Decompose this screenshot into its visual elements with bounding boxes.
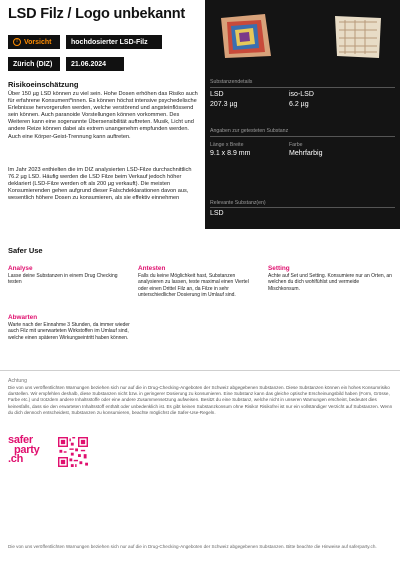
warning-label: Vorsicht	[24, 38, 52, 46]
safer-use-heading: Safer Use	[8, 246, 43, 255]
details-section-label: Substanzendetails	[210, 79, 253, 85]
saferparty-logo[interactable]	[8, 436, 52, 465]
logo-line-3: .ch	[8, 453, 23, 465]
substance-amount-2: 6.2 µg	[289, 101, 309, 108]
substance-details-panel	[205, 0, 400, 229]
risk-heading: Risikoeinschätzung	[8, 80, 79, 89]
color-label: Farbe	[289, 142, 303, 148]
pill-back-image	[327, 10, 389, 62]
safer-use-analyse-title: Analyse	[8, 265, 33, 272]
date-badge: 21.06.2024	[66, 57, 124, 71]
declared-label: Angaben zur getesteten Substanz	[210, 128, 289, 134]
color-value: Mehrfarbig	[289, 150, 323, 157]
type-badge: hochdosierter LSD-Filz	[66, 35, 162, 49]
section-divider	[0, 370, 400, 371]
risk-paragraph-1: Über 150 µg LSD können zu viel sein. Hohe Dosen erhöhen das Risiko auch für erfahrene Konsument*innen. Es können höchst intensive psychedelische Erlebnisse hervorgerufen werden, welche verstörend und angsteinflössend sein können. Auch paranoide Vorstellungen können vorkommen. Des Weiteren kann eine sogenannte Übersensibilität auftreten. Musik, Licht und andere Reize können dabei als extrem unangenehm empfunden werden. Auch eine Körper-Geist-Trennung kann auftreten.	[8, 91, 198, 140]
substance-amount-1: 207.3 µg	[210, 101, 238, 108]
relevant-label: Relevante Substanz(en)	[210, 200, 266, 206]
warning-badge	[8, 35, 60, 49]
risk-paragraph-2: Im Jahr 2023 enthielten die im DIZ analysierten LSD-Filze durchschnittlich 76.2 µg LSD. Häufig werden die LSD Filze beim Verkauf jedoch höher deklariert (LSD-Filze werden oft als 200 µg verkauft). Die meisten Konsumierenden gehen aufgrund dieser Falschdeklarationen davon aus, wesentlich höhere Dosen zu konsumieren, als sie effektiv einnehmen	[8, 167, 192, 202]
size-label: Länge x Breite	[210, 142, 244, 148]
safer-use-setting-text: Achte auf Set und Setting. Konsumiere nur an Orten, an welchen du dich wohlfühlst und vermeide Mischkonsum.	[268, 273, 392, 292]
substance-name-2: iso-LSD	[289, 91, 314, 98]
logo-line-2: party	[14, 443, 40, 456]
safer-use-antesten-title: Antesten	[138, 265, 166, 272]
relevant-divider	[210, 207, 395, 208]
size-value: 9.1 x 8.9 mm	[210, 150, 251, 157]
safer-use-setting-title: Setting	[268, 265, 290, 272]
safer-use-antesten-text: Falls du keine Möglichkeit hast, Substanzen analysieren zu lassen, teste maximal einen Viertel oder einen Drittel Filz an, da Filze in sehr unterschiedlicher Dosierung im Umlauf sind.	[138, 273, 249, 298]
footer-text: Die von uns veröffentlichten Warnungen beziehen sich nur auf die in Drug-Checking-Angeboten der Schweiz abgegebenen Substanzen. Bitte beachte die Hinweise auf saferparty.ch.	[8, 544, 377, 549]
details-divider	[210, 87, 395, 88]
logo-line-1: safer	[8, 434, 33, 446]
safer-use-abwarten-title: Abwarten	[8, 314, 38, 321]
page-title: LSD Filz / Logo unbekannt	[8, 6, 186, 22]
safer-use-abwarten-text: Warte nach der Einnahme 3 Stunden, da immer wieder auch Filz mit unerwarteten Wirkstoffen im Umlauf sind, welche einen späteren Wirkungseintritt haben können.	[8, 322, 130, 341]
relevant-value: LSD	[210, 210, 224, 217]
safer-use-analyse-text: Lasse deine Substanzen in einem Drug Checking testen	[8, 273, 118, 286]
pill-front-image	[213, 10, 275, 62]
disclaimer-title: Achtung	[8, 378, 28, 384]
qr-code-icon[interactable]	[58, 437, 88, 467]
location-badge: Zürich (DIZ)	[8, 57, 60, 71]
substance-name-1: LSD	[210, 91, 224, 98]
disclaimer-text: Die von uns veröffentlichten Warnungen beziehen sich nur auf die in Drug-Checking-Angeboten der Schweiz abgegebenen Substanzen. Diese Substanzen können ein hohes Konsumrisiko darstellen. Wir empfehlen deshalb, diese Substanzen nicht bzw. in geringerer Dosierung zu konsumieren. Eine Substanz kann das gleiche optische Erscheinungsbild haben (Form, Grösse, Farbe etc.) und trotzdem andere Inhaltsstoffe oder eine andere Zusammensetzung aufweisen. Besitzt du eine Substanz, welche nicht in unseren Warnungen erscheint, bedeutet dies keinesfalls, dass sie den erwarteten Inhaltsstoff enthält oder unbedenklich ist. Es gibt keinen Substanzkonsum ohne Risiko! Risikofrei ist nur ein vollständiger Verzicht auf Substanzen. Wenn du dich dennoch entscheidest, Substanzen zu konsumieren, beachte möglichst die Safer-Use-Regeln.	[8, 385, 393, 415]
warning-icon: !	[13, 38, 21, 46]
declared-divider	[210, 136, 395, 137]
